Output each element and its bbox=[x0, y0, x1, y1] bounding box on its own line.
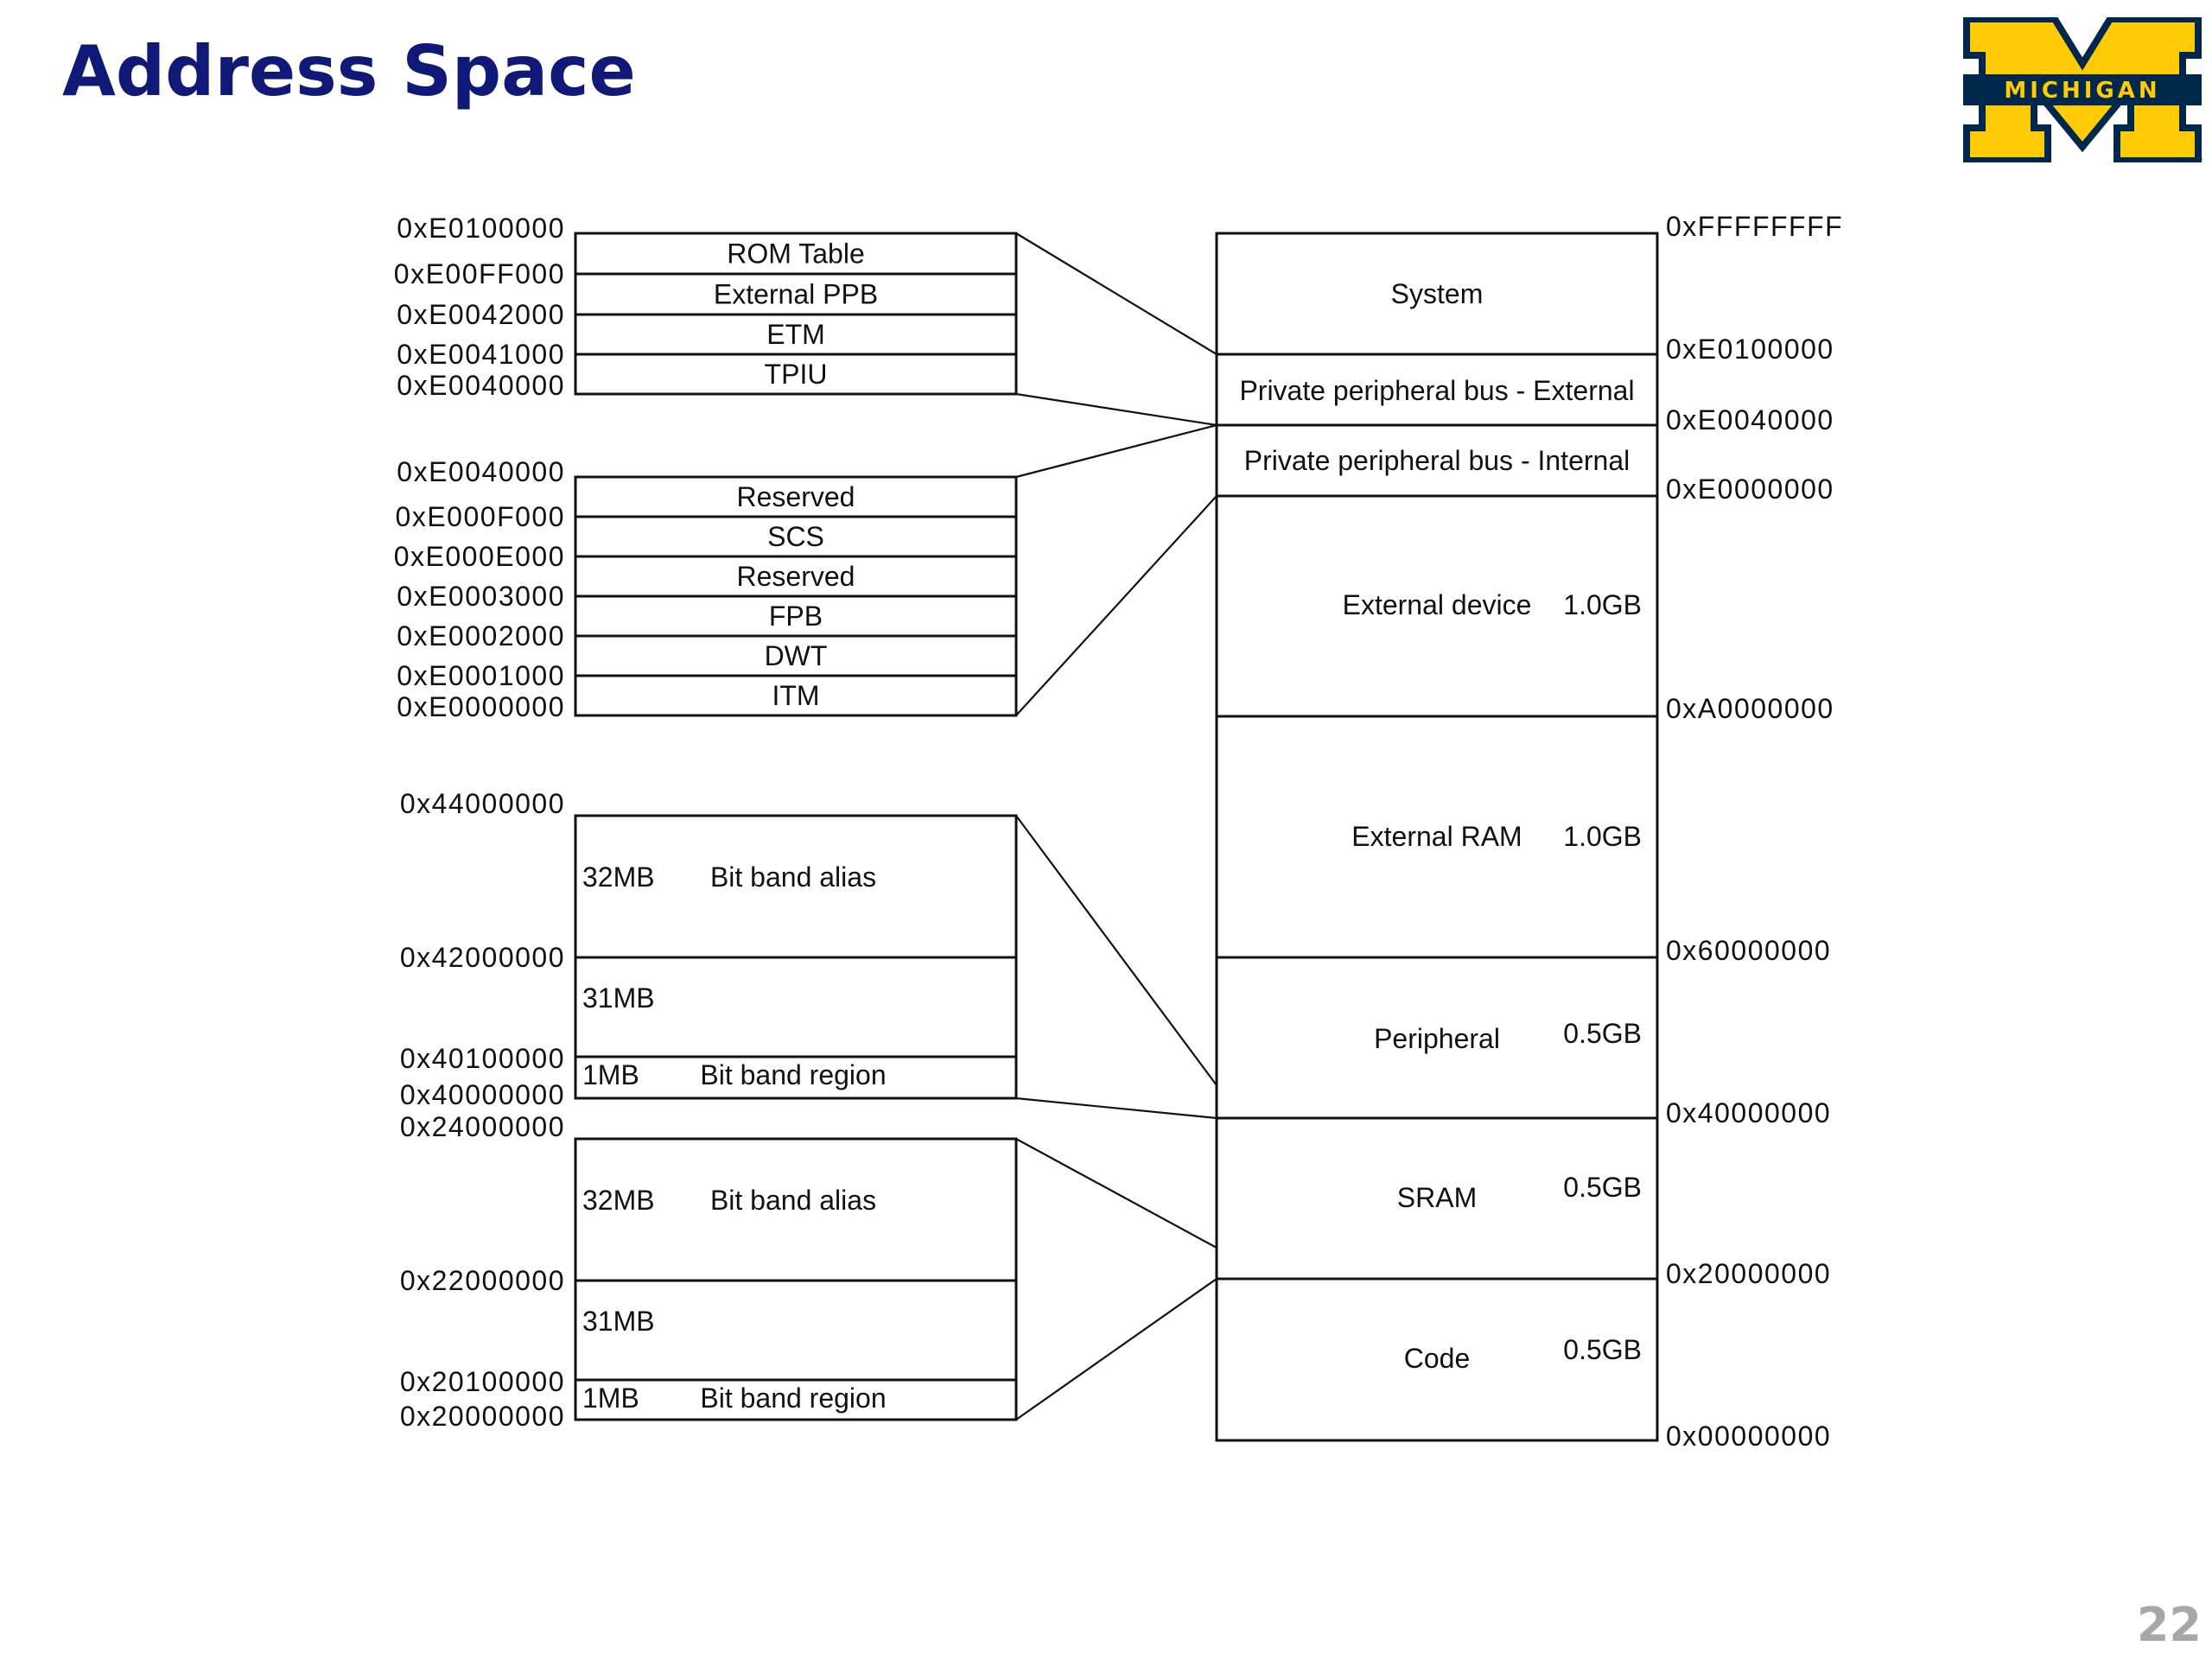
sram-bitband-size-label: 1MB bbox=[582, 1382, 639, 1414]
sram-bitband-address: 0x20100000 bbox=[399, 1366, 565, 1397]
ppb-internal-cell-label: FPB bbox=[768, 601, 823, 632]
memory-map bbox=[1217, 211, 1843, 1452]
connector-line bbox=[1016, 1098, 1217, 1118]
ppb-external-cell-label: External PPB bbox=[713, 278, 879, 310]
ppb-external-address: 0xE0042000 bbox=[397, 299, 565, 330]
memory-region-name: External device bbox=[1342, 589, 1532, 620]
sram-bitband-address: 0x22000000 bbox=[399, 1265, 565, 1296]
connector-line bbox=[1016, 425, 1217, 477]
memory-map-address: 0xA0000000 bbox=[1666, 693, 1834, 724]
ppb-internal-address: 0xE0001000 bbox=[397, 660, 565, 691]
connector-line bbox=[1016, 1279, 1217, 1420]
ppb-internal-address: 0xE0040000 bbox=[397, 456, 565, 487]
peripheral-bitband-address: 0x40100000 bbox=[399, 1043, 565, 1074]
ppb-external-cell-label: ROM Table bbox=[727, 238, 865, 270]
ppb-external-address: 0xE0100000 bbox=[397, 213, 565, 244]
memory-map-address: 0xE0100000 bbox=[1666, 334, 1834, 365]
logo-wordmark: MICHIGAN bbox=[2004, 78, 2161, 104]
memory-map-address: 0xE0040000 bbox=[1666, 404, 1834, 435]
sram-bitband-size-label: 32MB bbox=[582, 1185, 655, 1216]
memory-map-address: 0x20000000 bbox=[1666, 1258, 1832, 1289]
ppb-external-cell-label: TPIU bbox=[764, 359, 828, 390]
sram-bitband-detail bbox=[400, 1111, 1016, 1432]
memory-region-name: Peripheral bbox=[1374, 1023, 1500, 1054]
memory-map-address: 0x00000000 bbox=[1666, 1421, 1832, 1452]
memory-region-size: 1.0GB bbox=[1563, 821, 1642, 852]
sram-bitband-name-label: Bit band region bbox=[700, 1382, 887, 1414]
memory-region-size: 0.5GB bbox=[1563, 1018, 1642, 1049]
memory-region-name: SRAM bbox=[1396, 1182, 1478, 1213]
ppb-internal-cell-label: DWT bbox=[764, 640, 828, 671]
peripheral-bitband-size-label: 31MB bbox=[582, 982, 655, 1014]
memory-region-size: 0.5GB bbox=[1563, 1334, 1642, 1365]
ppb-internal-address: 0xE0003000 bbox=[397, 581, 565, 612]
ppb-internal-detail bbox=[394, 456, 1016, 722]
sram-bitband-name-label: Bit band alias bbox=[709, 1185, 877, 1216]
memory-region-name: Private peripheral bus - External bbox=[1239, 375, 1635, 406]
memory-map-address: 0xFFFFFFFF bbox=[1666, 211, 1844, 242]
peripheral-bitband-name-label: Bit band alias bbox=[709, 861, 877, 893]
ppb-external-address: 0xE0040000 bbox=[397, 370, 565, 401]
memory-region-size: 0.5GB bbox=[1563, 1172, 1642, 1203]
ppb-external-address: 0xE0041000 bbox=[397, 339, 565, 370]
connector-line bbox=[1016, 394, 1217, 425]
ppb-internal-address: 0xE0002000 bbox=[397, 620, 565, 652]
memory-region-name: Private peripheral bus - Internal bbox=[1243, 445, 1630, 476]
memory-region-name: Code bbox=[1403, 1343, 1471, 1374]
memory-region-size: 1.0GB bbox=[1563, 589, 1642, 620]
ppb-external-cell-label: ETM bbox=[766, 319, 825, 350]
peripheral-bitband-address: 0x44000000 bbox=[399, 788, 565, 819]
sram-bitband-address: 0x24000000 bbox=[399, 1111, 565, 1142]
ppb-internal-address: 0xE0000000 bbox=[397, 691, 565, 722]
connector-line bbox=[1016, 496, 1217, 715]
connector-line bbox=[1016, 1139, 1217, 1248]
sram-bitband-address: 0x20000000 bbox=[399, 1401, 565, 1432]
memory-region-name: System bbox=[1390, 278, 1484, 309]
connector-line bbox=[1016, 233, 1217, 354]
ppb-internal-cell-label: Reserved bbox=[736, 561, 855, 592]
memory-map-address: 0x60000000 bbox=[1666, 935, 1832, 966]
peripheral-bitband-address: 0x42000000 bbox=[399, 942, 565, 973]
ppb-internal-address: 0xE000F000 bbox=[395, 501, 565, 532]
peripheral-bitband-size-label: 1MB bbox=[582, 1059, 639, 1090]
memory-region-name: External RAM bbox=[1351, 821, 1522, 852]
ppb-external-detail bbox=[394, 213, 1016, 401]
peripheral-bitband-size-label: 32MB bbox=[582, 861, 655, 893]
ppb-internal-cell-label: Reserved bbox=[736, 481, 855, 512]
slide-title: Address Space bbox=[62, 31, 636, 111]
ppb-internal-address: 0xE000E000 bbox=[393, 541, 565, 572]
memory-map-address: 0x40000000 bbox=[1666, 1097, 1832, 1128]
ppb-internal-cell-label: SCS bbox=[767, 521, 824, 552]
connector-line bbox=[1016, 816, 1217, 1085]
peripheral-bitband-detail bbox=[400, 788, 1016, 1110]
ppb-external-address: 0xE00FF000 bbox=[393, 258, 565, 289]
peripheral-bitband-name-label: Bit band region bbox=[700, 1059, 887, 1090]
page-number: 22 bbox=[2136, 1598, 2202, 1652]
peripheral-bitband-address: 0x40000000 bbox=[399, 1079, 565, 1110]
sram-bitband-size-label: 31MB bbox=[582, 1306, 655, 1337]
connector-lines bbox=[1016, 233, 1217, 1420]
memory-map-address: 0xE0000000 bbox=[1666, 474, 1834, 505]
ppb-internal-cell-label: ITM bbox=[772, 680, 820, 711]
